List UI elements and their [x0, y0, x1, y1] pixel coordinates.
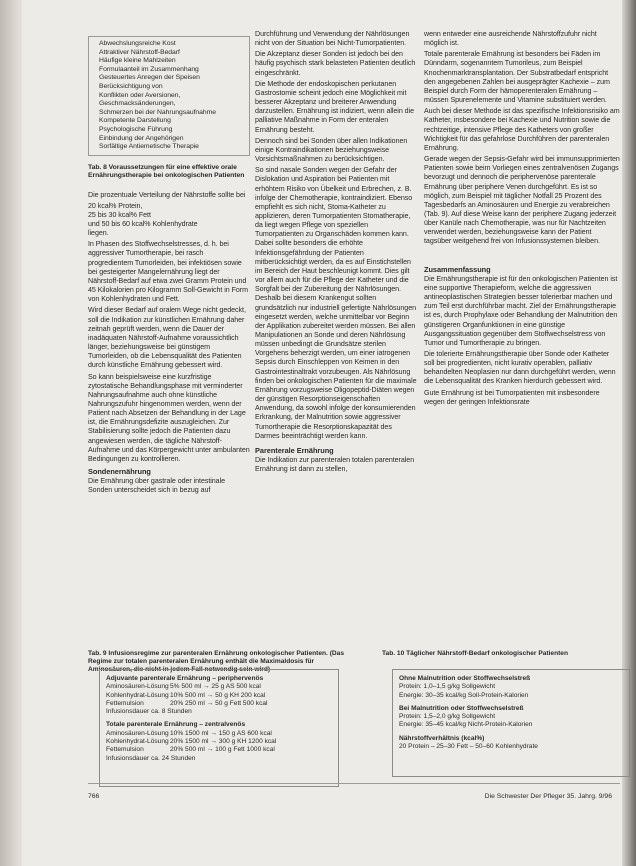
paragraph: Auch bei dieser Methode ist das spezifische Infektionsrisiko am Katheter, insbesondere bei Kachexie und Nutrition sowie die rechtzeitige, intensive Pflege des Katheters von großer Wichtigkeit für das gefahrlose Durchführen der parenteralen Ernährung.: [424, 107, 620, 152]
table-cell: 10% 500 ml → 50 g KH 200 kcal: [170, 691, 266, 699]
list-item: Abwechslungsreiche Kost: [99, 40, 176, 47]
table-row: [106, 683, 332, 691]
paragraph: Wird dieser Bedarf auf oralem Wege nicht gedeckt, soll die Indikation zur künstlichen Ernährung daher zeitnah geprüft werden, wenn die Dauer der inadäquaten Nährstoff-Aufnahme voraussichtlich länger, beziehungsweise bei günstigem Tumorleiden, ob die Lebensqualität des Patienten durch künstliche Ernährung gebessert wird.: [88, 306, 246, 370]
table-section-title: Bei Malnutrition oder Stoffwechselstreß: [399, 704, 524, 712]
table-section-title: Totale parenterale Ernährung – zentralvenös: [106, 721, 246, 729]
paragraph: Die Methode der endoskopischen perkutanen Gastrostomie scheint jedoch eine Möglichkeit mit besserer Akzeptanz und breiterer Anwendung darzustellen. Ernährung ist indiziert, wenn allein die palliative Maßnahme in Form der enteralen Ernährung besteht.: [255, 79, 414, 134]
paragraph: Die prozentuale Verteilung der Nährstoffe sollte bei: [88, 190, 246, 199]
table-note: Infusionsdauer ca. 8 Stunden: [106, 708, 192, 716]
footer-rule: [88, 783, 620, 784]
table-cell: Kohlenhydrat-Lösung: [106, 691, 169, 699]
paragraph: Die Ernährung über gastrale oder intestinale Sonden unterscheidet sich in bezug auf: [88, 477, 226, 495]
list-item: Attraktiver Nährstoff-Bedarf: [99, 48, 180, 56]
paragraph: So sind nasale Sonden wegen der Gefahr der Dislokation und Aspiration bei Patienten mit erhöhtem Risiko von Übelkeit und Erbrechen, z. B. infolge der Chemotherapie, kontraindiziert. Ebenso empfiehlt es sich nicht, Stoma-Katheter zu applizieren, deren Tumorpatienten Stomatherapie, da liegt wegen Pflege von speziellen Tumorpatienten zu Organschäden kommen kann. Dabei sollte besonders die erhöhte Infektionsgefährdung der Patienten mitberücksichtigt werden, da es auf Einstichstellen im Bereich der Haut beschleunigt kommt. Dies gilt vor allem auch für die Pflege der Katheter und die Sorgfalt bei der Zubereitung der Nährlösungen. Deshalb bei diesem Krankengut sollten grundsätzlich nur industriell gefertigte Nährlösungen eingesetzt werden, welche unmittelbar vor Beginn der Applikation zubereitet werden müssen. Bei allen Manipulationen an Sonde und deren Nährlösung müssen unbedingt die Grundsätze sterilen Vorgehens beherzigt werden, um einer iatrogenen Sepsis durch Einschleppen von Keimen in den Gastrointestinaltrakt vorzubeugen. Als Nährlösung finden bei onkologischen Patienten für die maximale Ernährung vorzugsweise Oligopeptid-Diäten wegen der günstigen Resorptionseigenschaften Anwendung, da sowohl infolge der konsumierenden Erkrankung, der Malnutrition sowie aggressiver Tumortherapie die Resorptionskapazität des Darmes beeinträchtigt werden kann.: [255, 166, 417, 440]
table-cell: Energie: 30–35 kcal/kg Soll-Protein-Kalorien: [399, 691, 529, 699]
column-right: [424, 30, 620, 409]
table-cell: 10% 1500 ml → 150 g AS 600 kcal: [170, 729, 272, 737]
list-item: Berücksichtigung von: [99, 82, 163, 90]
table-cell: Aminosäuren-Lösung: [106, 683, 169, 691]
table-row: [106, 700, 332, 708]
table-section-title: Ohne Malnutrition oder Stoffwechselstreß: [399, 675, 531, 682]
table-cell: 20 Protein – 25–30 Fett – 50–60 Kohlenhydrate: [399, 743, 538, 751]
table-section-title: Nährstoffverhältnis (kcal%): [399, 734, 485, 742]
paragraph: Die Ernährungstherapie ist für den onkologischen Patienten ist eine supportive Therapieform, welche die aggressiven antineoplastischen Strategien besser tolerierbar machen und zum Teil erst durchführbar macht. Ziel der Ernährungstherapie ist es, durch Prophylaxe oder Behandlung der Malnutrition den günstigeren Organfunktionen in eine günstige Ausgangssituation gegenüber dem Stoffwechselstress von Tumor und Tumortherapie zu bringen.: [424, 274, 618, 347]
table-row: [106, 730, 332, 738]
paragraph: In Phasen des Stoffwechselstresses, d. h. bei aggressiver Tumortherapie, bei rasch progredientem Tumorleiden, bei infektiösen sowie bei gesteigerter Mangelernährung liegt der Nährstoff-Bedarf auf etwa zwei Gramm Protein und 45 Kilokalorien pro Kilogramm Soll-Gewicht in Form von Kohlenhydraten und Fett.: [88, 240, 248, 304]
paragraph: Totale parenterale Ernährung ist besonders bei Fäden im Dünndarm, sogenanntem Tumorileus, zum Beispiel Knochenmarktransplantation. Der Substratbedarf entspricht den angegebenen Zahlen bei ausgeprägter Kachexie – zum Beispiel durch Form der hämoperenteralen Ernährung – müssen Spurenelemente und Vitamine substituiert werden.: [424, 50, 610, 105]
list-item: Sorfältige Antiemetische Therapie: [99, 143, 199, 151]
paragraph: Die Indikation zur parenteralen totalen parenteralen Ernährung ist dann zu stellen,: [255, 456, 415, 474]
paragraph: Dennoch sind bei Sonden über allen Indikationen einige Kontraindikationen beziehungsweise Vorsichtsmaßnahmen zu berücksichtigen.: [255, 136, 408, 164]
page-gutter-shadow: [0, 0, 22, 866]
table-cell: 5% 500 ml → 25 g AS 500 kcal: [170, 683, 261, 691]
table-cell: Energie: 35–45 kcal/kg Nicht-Protein-Kalorien: [399, 721, 533, 729]
paragraph: Gute Ernährung ist bei Tumorpatienten mit insbesondere wegen der geringen Infektionsrate: [424, 388, 600, 406]
list-item: Formulaanteil im Zusammenhang: [99, 65, 199, 73]
requirements-box: [88, 36, 250, 156]
table-8-caption: Tab. 8 Voraussetzungen für eine effektive orale Ernährungstherapie bei onkologischen Patienten: [88, 163, 245, 180]
table-cell: Fettemulsion: [106, 699, 144, 707]
column-middle: [255, 30, 417, 476]
section-heading: Sondenernährung: [88, 467, 151, 477]
list-item: Kompetente Darstellung: [99, 117, 171, 125]
paragraph: wenn entweder eine ausreichende Nährstoffzufuhr nicht möglich ist.: [424, 30, 597, 48]
table-row: [106, 738, 332, 746]
table-10: [392, 669, 630, 777]
list-item: Konflikten oder Aversionen,: [99, 91, 181, 99]
table-9: [99, 669, 339, 787]
table-cell: 20% 250 ml → 50 g Fett 500 kcal: [170, 699, 268, 707]
paragraph: 25 bis 30 kcal% Fett: [88, 210, 151, 219]
table-cell: 20% 1500 ml → 300 g KH 1200 kcal: [170, 738, 277, 746]
table-note: Infusionsdauer ca. 24 Stunden: [106, 754, 196, 762]
paragraph: liegen.: [88, 229, 109, 238]
paragraph: So kann beispielsweise eine kurzfristige zytostatische Behandlungsphase mit verminderter Nahrungsaufnahme auch ohne künstliche Nahrungszufuhr hingenommen werden, wenn der Patient nach Absetzen der Behandlung in der Lage ist, die Ernährungsdefizite auszugleichen. Zur Stabilisierung sollte jedoch die Patienten dazu angewiesen werden, die tägliche Nährstoff-Aufnahme und das Körpergewicht unter ambulanten Bedingungen zu kontrollieren.: [88, 372, 250, 463]
paragraph: 20 kcal% Protein,: [88, 201, 143, 210]
table-section-title: Adjuvante parenterale Ernährung – periphervenös: [106, 675, 264, 682]
list-item: Psychologische Führung: [99, 125, 173, 133]
list-item: Häufige kleine Mahlzeiten: [99, 57, 176, 65]
paragraph: Die tolerierte Ernährungstherapie über Sonde oder Katheter soll bei progredienten, nicht kurativ operablen, palliativ behandelten Neoplasien nur dann durchgeführt werden, wenn die Lebensqualität des Kranken hierdurch gebessert wird.: [424, 350, 616, 386]
paragraph: Gerade wegen der Sepsis-Gefahr wird bei immunsupprimierten Patienten sowie beim Vorliegen eines zentralvenösen Zugangs bevorzugt und dennoch die periphervenöse parenterale Ernährung über periphere Venen durchgeführt. Es ist so möglich, zum Beispiel mit täglicher Notfall 25 Prozent des Tagesbedarfs an Aminosäuren und Energie zu verabreichen (Tab. 9). Auf diese Weise kann der periphere Zugang jederzeit über Kanüle nach Chemotherapie, was nur für Nachtzeiten verwendet werden, beziehungsweise kann der Patient tagsüber weitgehend frei von Infusionssystemen bleiben.: [424, 155, 620, 246]
table-cell: 20% 500 ml → 100 g Fett 1000 kcal: [170, 746, 275, 754]
table-row: [106, 692, 332, 700]
page-number: 766: [88, 793, 100, 800]
table-9-caption: Tab. 9 Infusionsregime zur parenteralen Ernährung onkologischer Patienten. (Das Regime zur totalen parenteralen Ernährung enthält die Maximaldosis für Aminosäuren, die nicht in jedem Fall notwendig sein wird): [88, 650, 344, 673]
list-item: Schmerzen bei der Nahrungsaufnahme: [99, 108, 216, 116]
list-item: Geschmacksänderungen,: [99, 100, 176, 108]
section-heading: Parenterale Ernährung: [255, 445, 334, 455]
paragraph: Die Akzeptanz dieser Sonden ist jedoch bei den häufig psychisch stark belasteten Patienten deutlich eingeschränkt.: [255, 50, 416, 77]
table-cell: Protein: 1,0–1,5 g/kg Sollgewicht: [399, 683, 496, 691]
list-item: Einbindung der Angehörigen: [99, 134, 184, 142]
table-cell: Aminosäuren-Lösung: [106, 729, 169, 737]
section-heading: Zusammenfassung: [424, 264, 491, 274]
table-cell: Fettemulsion: [106, 746, 144, 754]
journal-source: Die Schwester Der Pfleger 35. Jahrg. 9/96: [484, 793, 612, 800]
table-cell: Protein: 1,5–2,0 g/kg Sollgewicht: [399, 713, 496, 721]
column-left: [88, 40, 250, 498]
table-10-caption: Tab. 10 Täglicher Nährstoff-Bedarf onkologischer Patienten: [382, 650, 569, 657]
table-row: [106, 746, 332, 754]
table-cell: Kohlenhydrat-Lösung: [106, 738, 169, 746]
list-item: Gesteuertes Anregen der Speisen: [99, 74, 200, 82]
paragraph: Durchführung und Verwendung der Nährlösungen nicht von der Situation bei Nicht-Tumorpatienten.: [255, 30, 410, 48]
paragraph: und 50 bis 60 kcal% Kohlenhydrate: [88, 220, 198, 228]
